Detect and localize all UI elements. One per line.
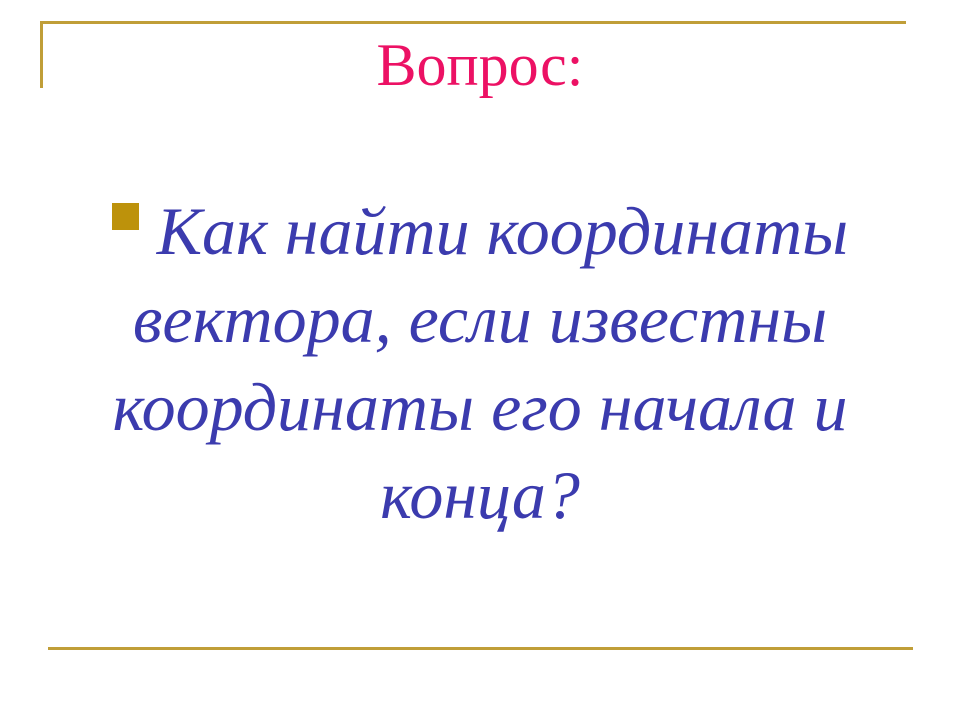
body-text-block bbox=[0, 187, 960, 539]
body-line-1-text: Как найти координаты bbox=[156, 193, 849, 269]
body-line-4: конца? bbox=[380, 457, 580, 533]
bullet-square-icon bbox=[112, 203, 139, 230]
body-line-1 bbox=[0, 187, 960, 275]
body-line-2: вектора, если известны bbox=[132, 281, 828, 357]
bottom-rule bbox=[48, 647, 913, 650]
slide-title: Вопрос: bbox=[376, 32, 584, 98]
body-line-3: координаты его начала и bbox=[112, 369, 848, 445]
top-rule bbox=[40, 21, 906, 24]
